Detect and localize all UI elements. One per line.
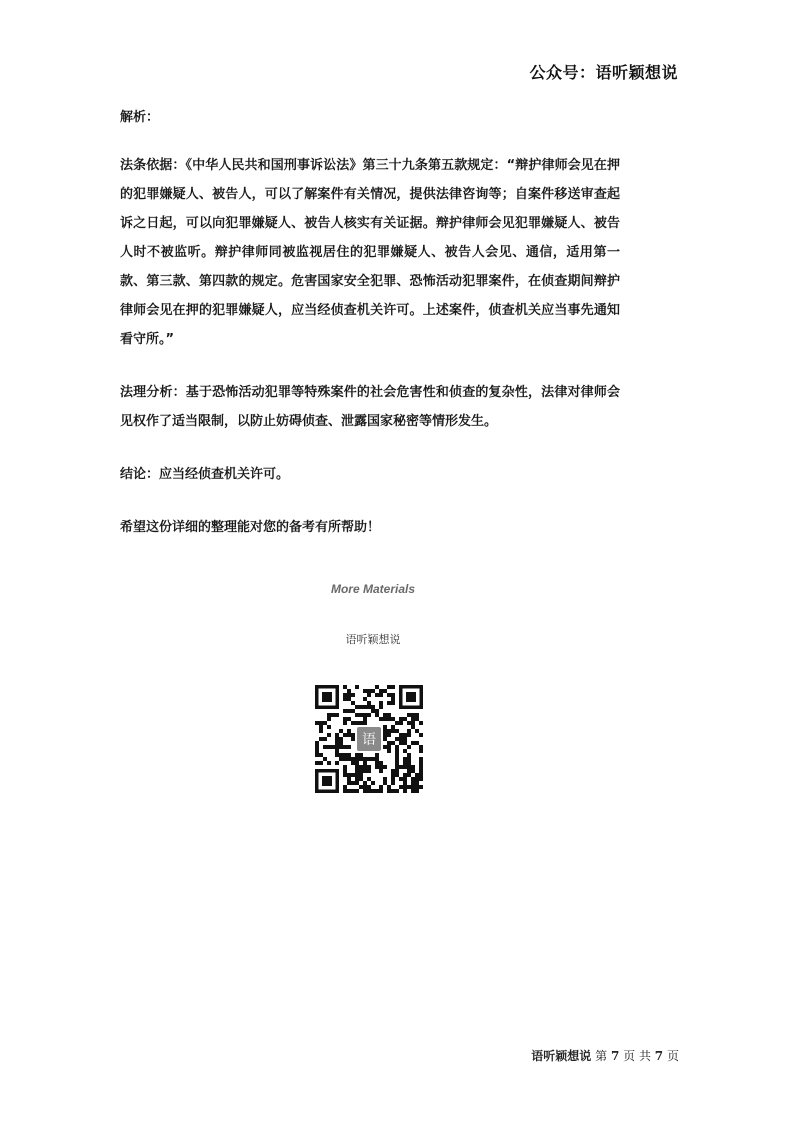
qr-module (351, 773, 355, 777)
qr-module (335, 761, 339, 765)
qr-module (419, 769, 423, 773)
qr-module (359, 721, 363, 725)
qr-module (391, 697, 395, 701)
qr-module (407, 765, 411, 769)
qr-module (415, 789, 419, 793)
qr-module (399, 721, 403, 725)
qr-module (379, 705, 383, 709)
qr-module (343, 693, 347, 697)
qr-module (327, 761, 331, 765)
qr-module (403, 741, 407, 745)
qr-module (343, 765, 347, 769)
qr-module (359, 705, 363, 709)
qr-module (379, 717, 383, 721)
qr-module (411, 789, 415, 793)
qr-module (375, 713, 379, 717)
qr-module (399, 737, 403, 741)
qr-module (359, 773, 363, 777)
qr-module (343, 789, 347, 793)
qr-module (391, 789, 395, 793)
qr-module (315, 761, 319, 765)
qr-module (335, 753, 339, 757)
qr-module (411, 781, 415, 785)
closing-paragraph: 希望这份详细的整理能对您的备考有所帮助！ (120, 520, 381, 535)
qr-module (407, 785, 411, 789)
footer-page-middle: 页 共 (623, 1049, 651, 1063)
qr-module (347, 689, 351, 693)
qr-module (395, 729, 399, 733)
qr-module (383, 745, 387, 749)
qr-module (355, 705, 359, 709)
qr-module (355, 765, 359, 769)
qr-module (367, 713, 371, 717)
qr-module (407, 757, 411, 761)
qr-module (403, 717, 407, 721)
qr-module (371, 789, 375, 793)
qr-module (367, 789, 371, 793)
qr-module (379, 769, 383, 773)
qr-module (371, 757, 375, 761)
qr-module (403, 733, 407, 737)
qr-module (351, 737, 355, 741)
qr-module (339, 757, 343, 761)
qr-module (315, 721, 319, 725)
qr-module (415, 777, 419, 781)
qr-module (411, 713, 415, 717)
qr-module (375, 693, 379, 697)
qr-module (367, 785, 371, 789)
qr-module (419, 749, 423, 753)
qr-module (359, 785, 363, 789)
qr-module (399, 717, 403, 721)
qr-module (347, 781, 351, 785)
qr-module (363, 697, 367, 701)
qr-module (375, 765, 379, 769)
qr-module (399, 777, 403, 781)
qr-module (351, 693, 355, 697)
qr-module (343, 773, 347, 777)
qr-module (355, 713, 359, 717)
qr-module (379, 689, 383, 693)
header-account-label: 公众号：语听颖想说 (529, 63, 678, 82)
qr-module (351, 721, 355, 725)
qr-module (363, 721, 367, 725)
qr-module (323, 737, 327, 741)
qr-module (375, 709, 379, 713)
qr-module (323, 745, 327, 749)
qr-module (315, 745, 319, 749)
qr-module (327, 745, 331, 749)
qr-module (351, 789, 355, 793)
analysis-heading: 解析： (120, 110, 160, 125)
qr-module (355, 685, 359, 689)
qr-module (319, 721, 323, 725)
qr-module (331, 713, 335, 717)
qr-module (343, 757, 347, 761)
qr-module (343, 785, 347, 789)
qr-module (375, 789, 379, 793)
qr-module (347, 717, 351, 721)
qr-module (347, 697, 351, 701)
qr-module (387, 717, 391, 721)
qr-module (359, 765, 363, 769)
qr-module (319, 737, 323, 741)
qr-module (355, 753, 359, 757)
qr-module (343, 733, 347, 737)
qr-module (395, 749, 399, 753)
qr-module (327, 717, 331, 721)
qr-module (407, 769, 411, 773)
qr-module (363, 769, 367, 773)
qr-module (335, 733, 339, 737)
qr-module (387, 713, 391, 717)
qr-module (407, 773, 411, 777)
qr-module (359, 769, 363, 773)
qr-module (383, 729, 387, 733)
qr-module (359, 777, 363, 781)
qr-module (395, 721, 399, 725)
qr-module (355, 769, 359, 773)
qr-module (383, 689, 387, 693)
qr-module (347, 773, 351, 777)
qr-module (399, 785, 403, 789)
qr-module (391, 693, 395, 697)
legal-basis-paragraph: 法条依据：《中华人民共和国刑事诉讼法》第三十九条第五款规定：“辩护律师会见在押的犯罪嫌疑人、被告人，可以了解案件有关情况，提供法律咨询等；自案件移送审查起诉之日起，可以向犯罪嫌疑人、被告人核实有关证据。辩护律师会见犯罪嫌疑人、被告人时不被监听。辩护律师同被监视居住的犯罪嫌疑人、被告人会见、通信，适用第一款、第三款、第四款的规定。危害国家安全犯罪、恐怖活动犯罪案件，在侦查期间辩护律师会见在押的犯罪嫌疑人，应当经侦查机关许可。上述案件，侦查机关应当事先通知看守所。” (120, 158, 620, 347)
qr-module (403, 737, 407, 741)
qr-module (395, 765, 399, 769)
qr-module (375, 753, 379, 757)
qr-module (391, 741, 395, 745)
qr-module (383, 725, 387, 729)
qr-module (375, 757, 379, 761)
qr-module (371, 709, 375, 713)
qr-module (351, 709, 355, 713)
qr-module (411, 725, 415, 729)
qr-module (343, 753, 347, 757)
qr-module (407, 713, 411, 717)
qr-module (371, 781, 375, 785)
qr-module (415, 729, 419, 733)
qr-module (407, 721, 411, 725)
qr-module (323, 721, 327, 725)
qr-module (327, 733, 331, 737)
qr-module (367, 769, 371, 773)
qr-module (347, 777, 351, 781)
qr-module (339, 729, 343, 733)
footer-page-suffix: 页 (666, 1049, 679, 1063)
qr-module (347, 693, 351, 697)
qr-module (367, 693, 371, 697)
qr-module (387, 785, 391, 789)
qr-module (403, 773, 407, 777)
qr-module (415, 781, 419, 785)
qr-module (363, 757, 367, 761)
qr-module (399, 733, 403, 737)
qr-module (347, 757, 351, 761)
qr-module (403, 761, 407, 765)
qr-module (415, 717, 419, 721)
qr-module (335, 745, 339, 749)
qr-module (395, 769, 399, 773)
qr-code-graphic (313, 683, 425, 795)
qr-module (335, 713, 339, 717)
more-materials-label: More Materials (330, 582, 416, 596)
qr-module (355, 757, 359, 761)
qr-module (327, 725, 331, 729)
qr-module (347, 709, 351, 713)
qr-module (363, 785, 367, 789)
qr-module (315, 741, 319, 745)
qr-module (343, 717, 347, 721)
qr-module (407, 753, 411, 757)
qr-module (347, 789, 351, 793)
qr-module (363, 717, 367, 721)
qr-module (419, 757, 423, 761)
qr-module (411, 741, 415, 745)
qr-module (419, 777, 423, 781)
qr-module (387, 685, 391, 689)
qr-module (315, 749, 319, 753)
qr-module (391, 769, 395, 773)
qr-module (355, 789, 359, 793)
qr-module (387, 733, 391, 737)
qr-module (379, 701, 383, 705)
qr-module (387, 749, 391, 753)
qr-module (391, 773, 395, 777)
qr-module (343, 745, 347, 749)
qr-finder-bottom-left (315, 769, 339, 793)
qr-module (379, 761, 383, 765)
qr-module (347, 753, 351, 757)
qr-module (375, 685, 379, 689)
qr-module (335, 741, 339, 745)
qr-module (315, 753, 319, 757)
qr-module (399, 741, 403, 745)
qr-module (411, 721, 415, 725)
qr-module (383, 737, 387, 741)
qr-module (419, 733, 423, 737)
qr-module (339, 737, 343, 741)
qr-module (371, 689, 375, 693)
qr-module (339, 753, 343, 757)
qr-module (383, 717, 387, 721)
qr-module (391, 777, 395, 781)
qr-module (419, 721, 423, 725)
qr-module (347, 729, 351, 733)
qr-module (327, 713, 331, 717)
qr-module (415, 741, 419, 745)
qr-module (383, 733, 387, 737)
qr-module (403, 789, 407, 793)
qr-module (351, 757, 355, 761)
qr-module (403, 757, 407, 761)
qr-module (323, 757, 327, 761)
qr-module (407, 761, 411, 765)
qr-module (403, 765, 407, 769)
qr-module (363, 689, 367, 693)
document-body (120, 103, 620, 566)
qr-module (419, 745, 423, 749)
qr-module (363, 789, 367, 793)
qr-module (415, 773, 419, 777)
qr-module (359, 757, 363, 761)
qr-finder-top-left (315, 685, 339, 709)
qr-module (387, 745, 391, 749)
qr-module (319, 753, 323, 757)
qr-module (391, 701, 395, 705)
page-footer (531, 1047, 679, 1064)
qr-module (395, 789, 399, 793)
qr-module (363, 705, 367, 709)
qr-module (387, 693, 391, 697)
qr-module (343, 685, 347, 689)
qr-code-icon[interactable] (313, 683, 425, 795)
qr-module (351, 761, 355, 765)
qr-module (367, 757, 371, 761)
qr-module (407, 745, 411, 749)
qr-module (395, 737, 399, 741)
qr-module (387, 729, 391, 733)
qr-caption: 语听颖想说 (345, 633, 401, 646)
qr-module (415, 713, 419, 717)
qr-module (347, 745, 351, 749)
qr-center-logo (355, 725, 383, 753)
qr-module (367, 765, 371, 769)
qr-module (399, 765, 403, 769)
qr-module (395, 753, 399, 757)
qr-module (391, 725, 395, 729)
qr-module (319, 761, 323, 765)
qr-module (339, 741, 343, 745)
qr-module (391, 685, 395, 689)
qr-module (387, 789, 391, 793)
qr-module (363, 713, 367, 717)
qr-module (411, 717, 415, 721)
qr-module (359, 753, 363, 757)
qr-module (351, 701, 355, 705)
qr-module (391, 729, 395, 733)
qr-module (403, 781, 407, 785)
qr-module (355, 777, 359, 781)
qr-module (411, 769, 415, 773)
qr-module (335, 749, 339, 753)
qr-module (407, 729, 411, 733)
qr-module (363, 761, 367, 765)
qr-module (367, 701, 371, 705)
qr-module (379, 765, 383, 769)
qr-module (355, 781, 359, 785)
qr-module (359, 713, 363, 717)
qr-module (411, 785, 415, 789)
qr-module (403, 777, 407, 781)
qr-module (343, 697, 347, 701)
qr-module (383, 713, 387, 717)
qr-module (403, 749, 407, 753)
qr-module (419, 765, 423, 769)
footer-brand: 语听颖想说 (531, 1049, 592, 1063)
qr-module (355, 773, 359, 777)
legal-analysis-paragraph: 法理分析：基于恐怖活动犯罪等特殊案件的社会危害性和侦查的复杂性，法律对律师会见权作了适当限制，以防止妨碍侦查、泄露国家秘密等情形发生。 (120, 385, 620, 429)
qr-module (395, 745, 399, 749)
qr-module (395, 773, 399, 777)
qr-finder-top-right (399, 685, 423, 709)
qr-module (355, 761, 359, 765)
qr-module (383, 777, 387, 781)
qr-module (363, 765, 367, 769)
qr-module (351, 733, 355, 737)
qr-module (379, 789, 383, 793)
qr-module (331, 745, 335, 749)
qr-module (343, 709, 347, 713)
qr-module (367, 705, 371, 709)
qr-module (351, 781, 355, 785)
qr-module (335, 737, 339, 741)
qr-module (419, 773, 423, 777)
footer-page-current: 7 (610, 1049, 620, 1063)
qr-module (383, 781, 387, 785)
qr-module (395, 761, 399, 765)
qr-module (379, 785, 383, 789)
qr-module (403, 785, 407, 789)
qr-module (375, 761, 379, 765)
qr-module (347, 733, 351, 737)
qr-module (395, 757, 399, 761)
qr-module (319, 725, 323, 729)
qr-module (319, 729, 323, 733)
qr-module (363, 781, 367, 785)
qr-module (339, 745, 343, 749)
qr-module (383, 765, 387, 769)
qr-module (411, 777, 415, 781)
qr-module (415, 785, 419, 789)
qr-module (343, 769, 347, 773)
footer-page-total: 7 (654, 1049, 664, 1063)
qr-module (419, 785, 423, 789)
qr-module (419, 761, 423, 765)
qr-module (407, 733, 411, 737)
qr-module (355, 721, 359, 725)
qr-module (379, 693, 383, 697)
qr-center-glyph: 语 (362, 732, 376, 748)
qr-module (367, 689, 371, 693)
qr-module (391, 717, 395, 721)
qr-module (387, 741, 391, 745)
qr-module (371, 705, 375, 709)
conclusion-paragraph: 结论：应当经侦查机关许可。 (120, 467, 290, 482)
footer-page-prefix: 第 (595, 1049, 608, 1063)
qr-module (387, 701, 391, 705)
qr-module (391, 781, 395, 785)
qr-module (411, 765, 415, 769)
qr-module (343, 721, 347, 725)
qr-module (367, 777, 371, 781)
